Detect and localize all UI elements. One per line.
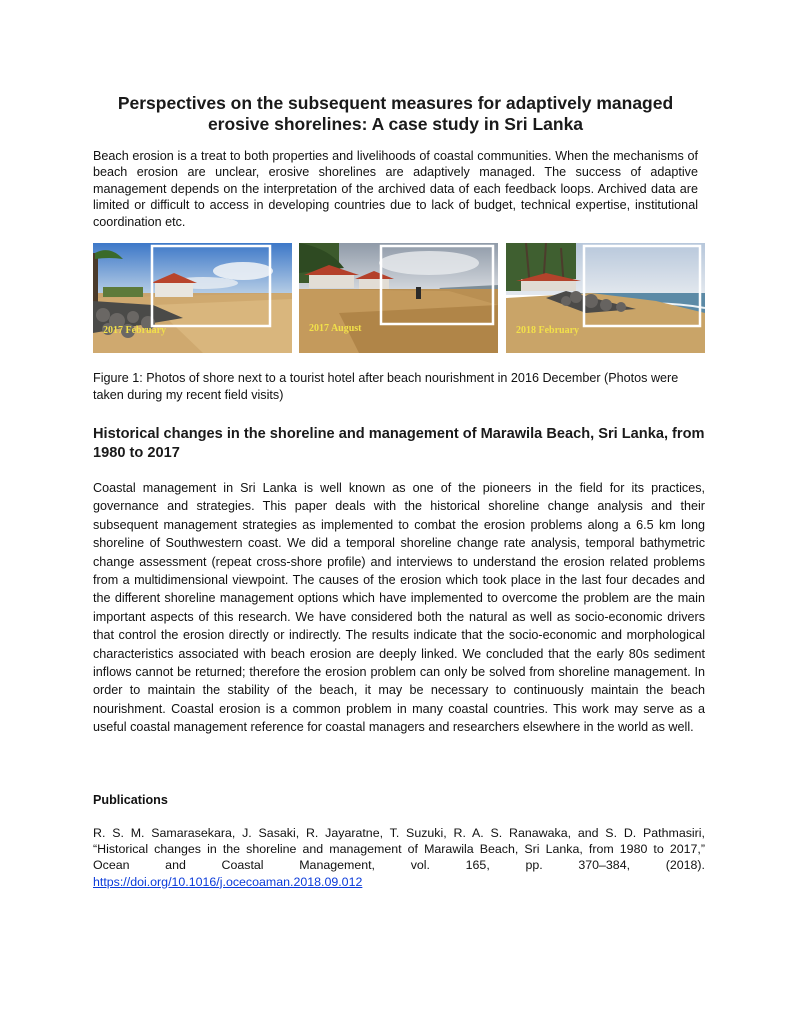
publication-reference — [93, 825, 705, 890]
photo-date-label: 2017 February — [103, 325, 167, 336]
photo-date-label: 2018 February — [516, 325, 580, 336]
photo-2018-february — [506, 243, 705, 353]
page-title: Perspectives on the subsequent measures for adaptively managed erosive shorelines: A case study in Sri Lanka — [117, 93, 674, 134]
publication-details: vol. 165, pp. 370–384, (2018). — [410, 858, 705, 873]
photo-date-label: 2017 August — [309, 323, 362, 334]
figure-caption: Figure 1: Photos of shore next to a tourist hotel after beach nourishment in 2016 December (Photos were taken during my recent field visits) — [93, 371, 679, 402]
abstract-paragraph: Beach erosion is a treat to both properties and livelihoods of coastal communities. When the mechanisms of beach erosion are unclear, erosive shorelines are adaptively managed. The success of adaptive management depends on the interpretation of the archived data of each feedback loops. Archived data are limited or difficult to access in developing countries due to lack of budget, technical expertise, institutional coordination etc. — [93, 149, 698, 229]
publication-authors: R. S. M. Samarasekara, J. Sasaki, R. Jayaratne, T. Suzuki, R. A. S. Ranawaka, and S. D. Pathmasiri, — [93, 826, 705, 840]
publications-heading: Publications — [93, 793, 168, 807]
section-body: Coastal management in Sri Lanka is well known as one of the pioneers in the field for its practices, governance and strategies. This paper deals with the historical shoreline change analysis and their subsequent management strategies as implemented to combat the erosion problems along a 6.5 km long shoreline of Southwestern coast. We did a temporal shoreline change rate analysis, temporal bathymetric change assessment (repeat cross-shore profile) and interviews to understand the erosion related problems from a multidimensional viewpoint. The causes of the erosion which took place in the last four decades and the different shoreline management options which have implemented to overcome the problem are the main important aspects of this research. We have considered both the natural as well as socio-economic drivers that control the erosion directly or indirectly. The results indicate that the socio-economic and morphological characteristics associated with beach erosion are deeply linked. We concluded that the early 80s sediment inflows cannot be returned; therefore the erosion problem can only be solved from shoreline management. In order to maintain the stability of the beach, it may be necessary to continuously maintain the beach nourishment. Coastal erosion is a common problem in many coastal countries. This work may serve as a useful coastal management reference for coastal managers and researchers elsewhere in the world as well. — [93, 481, 705, 735]
publication-journal: Ocean and Coastal Management, — [93, 858, 375, 873]
photo-2017-february — [93, 243, 292, 353]
doi-link[interactable]: https://doi.org/10.1016/j.ocecoaman.2018.09.012 — [93, 874, 363, 889]
photo-2017-august — [299, 243, 498, 353]
figure-photos — [93, 243, 705, 353]
section-heading: Historical changes in the shoreline and management of Marawila Beach, Sri Lanka, from 1980 to 2017 — [93, 426, 705, 461]
publication-title: “Historical changes in the shoreline and management of Marawila Beach, Sri Lanka, from 1980 to 2017,” — [93, 842, 705, 857]
